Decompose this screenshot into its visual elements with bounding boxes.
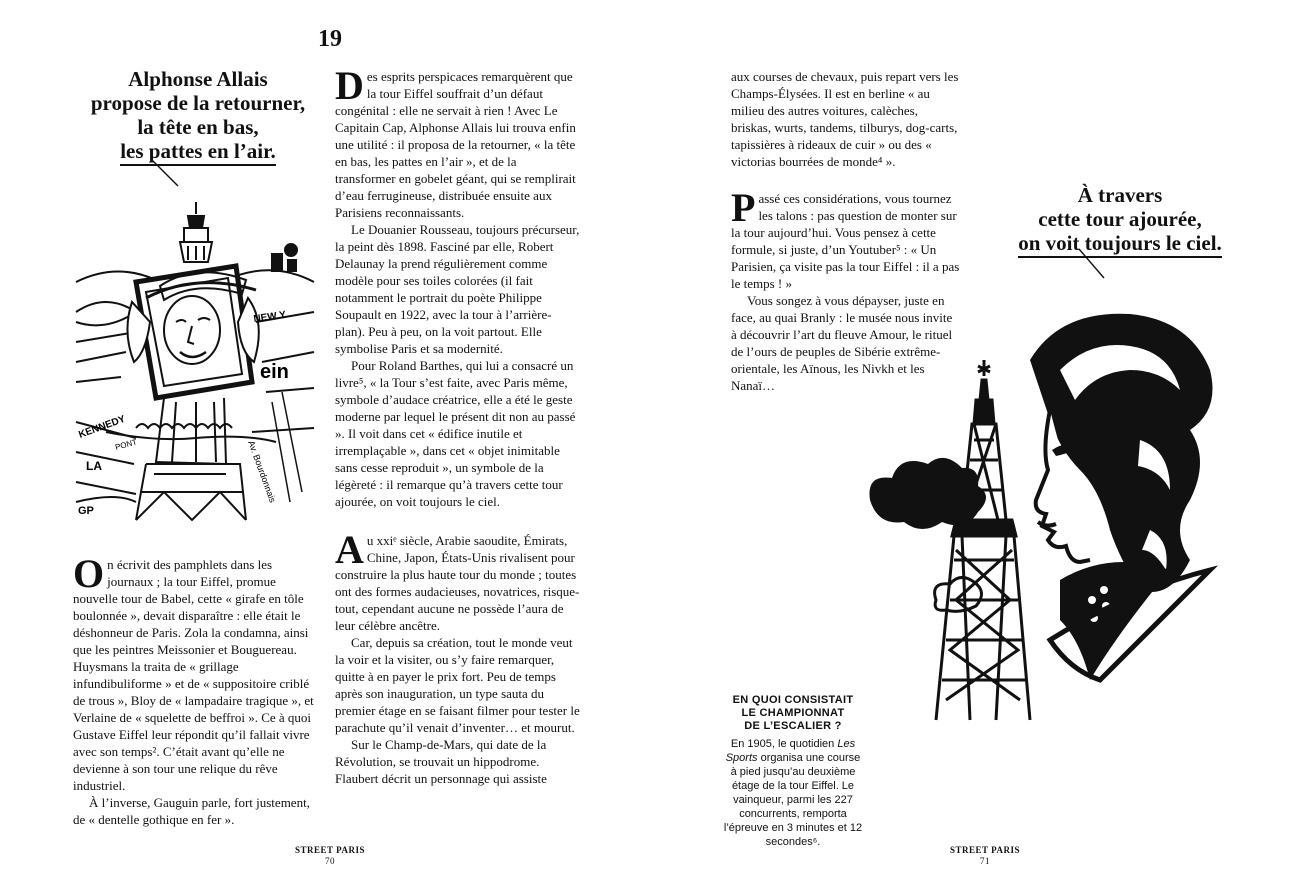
paragraph: Sur le Champ-de-Mars, qui date de la Révolution, se trouvait un hippodrome. Flaubert décrit un personnage qui assiste [335, 737, 547, 786]
footer-brand: STREET PARIS [950, 845, 1020, 855]
footer-left [280, 845, 380, 867]
footer-right [935, 845, 1035, 867]
paragraph: Le Douanier Rousseau, toujours précurseur, la peint dès 1898. Fasciné par elle, Robert Delaunay la prend régulièrement comme modèle pour ses toiles colorées (il fait notamment le portrait du poète Philippe Soupault en 1922, avec la tour à l’arrière-plan). Peu à peu, on la voit partout. Elle symbolise Paris et sa modernité. [335, 222, 580, 356]
pull-quote-line: cette tour ajourée, [1038, 207, 1202, 231]
chapter-number: 19 [318, 26, 342, 52]
pull-quote-underlined: les pattes en l’air. [120, 139, 276, 166]
paragraph: es esprits perspicaces remarquèrent que la tour Eiffel souffrait d’un défaut congénital : elle ne servait à rien ! Avec Le Capitain Cap, Alphonse Allais lui trouva enfin une utilité : il proposa de la retourner, « la tête en bas, les pattes en l’air », et de la transformer en gobelet géant, qui se remplirait d’eau ferrugineuse, distribuée ensuite aux Parisiens reconnaissants. [335, 69, 576, 220]
pull-quote-line: propose de la retourner, [90, 91, 306, 115]
pull-quote-underlined: on voit toujours le ciel. [1018, 231, 1222, 258]
pull-quote-line: À travers [1077, 183, 1163, 207]
column-left-page-left [73, 551, 320, 828]
signature-gp: GP [78, 505, 94, 517]
sidebar-question-line: LE CHAMPIONNAT [741, 707, 845, 719]
sidebar-answer [723, 737, 863, 849]
label-new-york: NEW Y [252, 309, 287, 325]
pull-quote-right [1005, 183, 1235, 258]
drop-cap: P [731, 185, 756, 230]
label-pont: PONT [114, 437, 138, 452]
sidebar-question-line: DE L’ESCALIER ? [744, 720, 842, 732]
paragraph: Vous songez à vous dépayser, juste en face, au quai Branly : le musée nous invite à découvrir l’art du fleuve Amour, le rituel de l’ours de peuples de Sibérie extrême-orientale, les Aïnous, les Nivkh et les Nanaï… [731, 293, 953, 393]
sidebar-answer-text: En 1905, le quotidien [730, 738, 835, 750]
label-avenue: Av. Bourdonnais [246, 439, 278, 504]
sidebar-answer-italic: Les Sports [725, 738, 856, 764]
drop-cap: D [335, 63, 364, 108]
footer-brand: STREET PARIS [295, 845, 365, 855]
label-kennedy: KENNEDY [77, 413, 127, 441]
page-number: 71 [980, 856, 990, 866]
paragraph: aux courses de chevaux, puis repart vers les Champs-Élysées. Il est en berline « au milieu des autres voitures, calèches, briskas, wurts, tandems, tilburys, dog-carts, tapissières à rideaux de cuir » ou des « victorias bourrées de monde⁴ ». [731, 69, 959, 169]
column-left-page-right [335, 63, 580, 787]
sidebar-championship [723, 694, 863, 849]
paragraph: À l’inverse, Gauguin parle, fort justement, de « dentelle gothique en fer ». [73, 795, 310, 827]
profile-tower-illustration [870, 300, 1220, 725]
paragraph: n écrivit des pamphlets dans les journaux ; la tour Eiffel, promue nouvelle tour de Babel, cette « girafe en tôle boulonnée », devait disparaître : elle était le déshonneur de Paris. Zola la condamna, ainsi que les peintres Meissonier et Bouguereau. Huysmans la traita de « grillage infundibuliforme » et de « suppositoire criblé de trous », Bloy de « lampadaire tragique », et Verlaine de « squelette de beffroi ». Ce à quoi Gustave Eiffel leur répondit qu’il fallait vivre avec son temps². C’était avant qu’elle ne devienne à son tour une relique du rêve industriel. [73, 557, 314, 793]
page-number: 70 [325, 856, 335, 866]
speech-pointer-left [152, 160, 178, 186]
eiffel-frame-illustration [76, 202, 314, 520]
drop-cap: A [335, 527, 364, 572]
paragraph: Pour Roland Barthes, qui lui a consacré un livre⁵, « la Tour s’est faite, avec Paris même, symbole d’audace créatrice, elle a été le geste moderne par lequel le présent dit non au passé ». Il voit dans cet « édifice inutile et irremplaçable », dans cet « objet inimitable sans cesse reproduit », un symbole de la légèreté : il remarque qu’à travers cette tour ajourée, on voit toujours le ciel. [335, 358, 576, 509]
sidebar-answer-text: organisa une course à pied jusqu’au deuxième étage de la tour Eiffel. Le vainqueur, parmi les 227 concurrents, remporta l’épreuve en 3 minutes et 12 secondes⁶. [723, 752, 863, 848]
paragraph: u xxiᵉ siècle, Arabie saoudite, Émirats, Chine, Japon, États-Unis rivalisent pour construire la plus haute tour du monde ; toutes ont des formes audacieuses, novatrices, risque-tout, cependant aucune ne possède l’aura de leur célèbre ancêtre. [335, 533, 580, 633]
pull-quote-line: la tête en bas, [137, 115, 259, 139]
pull-quote-line: Alphonse Allais [128, 67, 268, 91]
drop-cap: O [73, 551, 105, 596]
label-seine: ein [260, 361, 289, 383]
paragraph: assé ces considérations, vous tournez les talons : pas question de monter sur la tour aujourd’hui. Vous pensez à cette formule, si juste, d’un Youtuber⁵ : « Un Parisien, ça visite pas la tour Eiffel : il a pas le temps ! » [731, 191, 960, 291]
label-la: LA [86, 459, 102, 473]
paragraph: Car, depuis sa création, tout le monde veut la voir et la visiter, ou s’y faire remarquer, quitte à en payer le prix fort. Peu de temps après son inauguration, un type sauta du premier étage en se faisant filmer pour tester le parachute qu’il venait d’inventer… et mourut. [335, 635, 580, 735]
sidebar-question-line: EN QUOI CONSISTAIT [732, 694, 854, 706]
